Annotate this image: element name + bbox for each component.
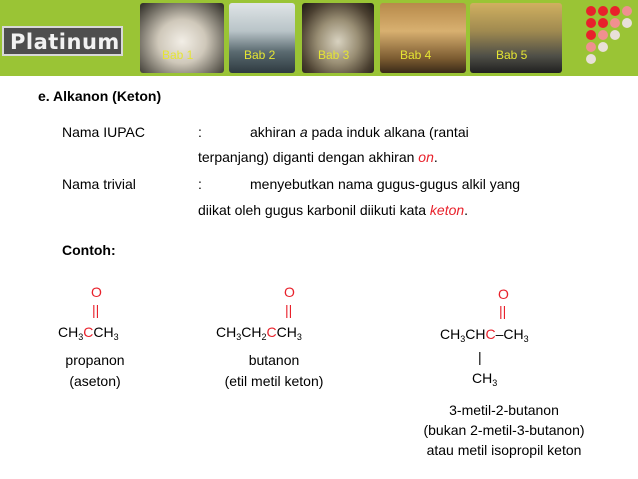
rule-text: terpanjang) diganti dengan akhiran	[198, 149, 419, 165]
compound-alt-name: (etil metil keton)	[224, 373, 324, 389]
rule-text: akhiran	[250, 124, 300, 140]
dot-icon	[610, 18, 620, 28]
dot-icon	[586, 18, 596, 28]
rule-trivial-line1: menyebutkan nama gugus-gugus alkil yang	[250, 176, 521, 192]
examples-title: Contoh:	[62, 242, 116, 258]
rule-text: .	[433, 149, 438, 165]
formula-part: CH	[58, 324, 79, 340]
dot-icon	[622, 18, 632, 28]
highlight-text: keton	[429, 202, 465, 218]
formula-part: CH	[93, 324, 114, 340]
formula-part: CH	[440, 326, 461, 342]
compound-alt-name: (bukan 2-metil-3-butanon)	[423, 422, 585, 438]
formula-subscript: 3	[492, 378, 498, 388]
carbonyl-carbon: C	[83, 324, 94, 340]
double-bond: ||	[285, 302, 293, 318]
double-bond: ||	[92, 302, 100, 318]
rule-label-iupac: Nama IUPAC	[62, 124, 145, 140]
dot-icon	[622, 6, 632, 16]
formula-part: CH	[465, 326, 486, 342]
rule-label-trivial: Nama trivial	[62, 176, 136, 192]
logo-text: Platinum	[10, 30, 120, 54]
rule-text: .	[464, 202, 469, 218]
tab-bab-5[interactable]: Bab 5	[496, 48, 528, 62]
formula-part: CH	[241, 324, 262, 340]
rule-iupac-line1	[250, 122, 469, 142]
dot-icon	[598, 30, 608, 40]
structural-formula	[58, 324, 119, 340]
formula-subscript: 3	[236, 332, 242, 342]
dot-icon	[598, 18, 608, 28]
rule-colon: :	[198, 124, 202, 140]
platinum-logo	[2, 26, 123, 56]
formula-subscript: 3	[460, 334, 466, 344]
formula-subscript: 3	[296, 332, 302, 342]
compound-alt-name: (aseton)	[69, 373, 121, 389]
formula-subscript: 2	[261, 332, 267, 342]
highlight-text: on	[418, 149, 434, 165]
dot-icon	[586, 30, 596, 40]
formula-subscript: 3	[113, 332, 119, 342]
tab-bab-1[interactable]: Bab 1	[162, 48, 194, 62]
double-bond: ||	[499, 303, 507, 319]
rule-colon: :	[198, 176, 202, 192]
rule-trivial-line2	[198, 200, 468, 220]
formula-subscript: 3	[78, 332, 84, 342]
tab-bab-4[interactable]: Bab 4	[400, 48, 432, 62]
dot-icon	[598, 42, 608, 52]
branch-group	[472, 370, 497, 386]
rule-italic-text: a	[299, 124, 308, 140]
dot-icon	[610, 30, 620, 40]
dot-icon	[610, 6, 620, 16]
section-title: e. Alkanon (Keton)	[38, 88, 162, 104]
decorative-dots	[586, 6, 634, 70]
tab-bab-2[interactable]: Bab 2	[244, 48, 276, 62]
header-banner	[0, 0, 638, 76]
formula-part: –CH	[495, 326, 524, 342]
rule-text: pada induk alkana (rantai	[307, 124, 469, 140]
formula-subscript: 3	[523, 334, 529, 344]
carbonyl-oxygen: O	[284, 284, 295, 300]
formula-part: CH	[216, 324, 237, 340]
structural-formula	[440, 326, 529, 342]
dot-icon	[586, 6, 596, 16]
tab-bab-3[interactable]: Bab 3	[318, 48, 350, 62]
dot-icon	[586, 54, 596, 64]
structural-formula	[216, 324, 302, 340]
compound-name: butanon	[248, 352, 300, 368]
carbonyl-oxygen: O	[498, 286, 509, 302]
compound-name: propanon	[65, 352, 125, 368]
carbonyl-carbon: C	[485, 326, 496, 342]
compound-name: 3-metil-2-butanon	[449, 402, 559, 418]
branch-bond: |	[478, 349, 482, 365]
formula-part: CH	[276, 324, 297, 340]
carbonyl-carbon: C	[266, 324, 277, 340]
formula-part: CH	[472, 370, 493, 386]
dot-icon	[586, 42, 596, 52]
rule-text: diikat oleh gugus karbonil diikuti kata	[198, 202, 430, 218]
dot-icon	[598, 6, 608, 16]
carbonyl-oxygen: O	[91, 284, 102, 300]
compound-alt-name-2: atau metil isopropil keton	[426, 442, 582, 458]
rule-iupac-line2	[198, 147, 438, 167]
